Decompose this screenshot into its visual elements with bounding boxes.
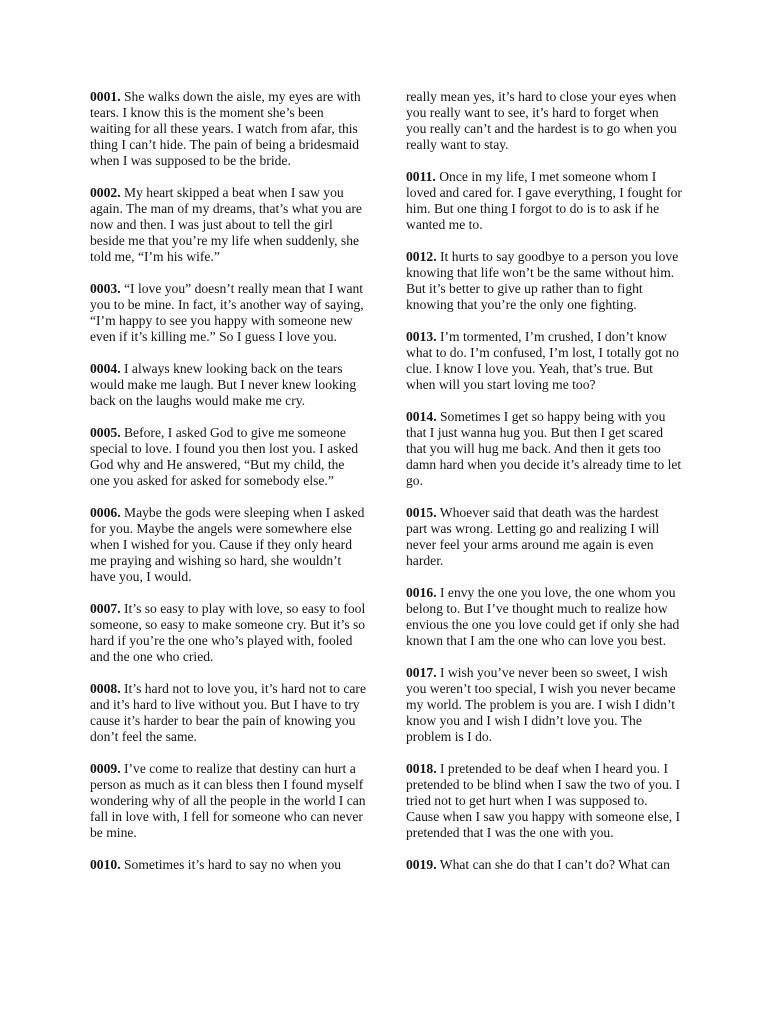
quote-number: 0012. xyxy=(406,249,437,264)
quote-text: Once in my life, I met someone whom I loved and cared for. I gave everything, I fought for him. But one thing I forgot to do is to ask if he wanted me to. xyxy=(406,169,682,232)
left-column xyxy=(90,89,366,889)
quote-text: Whoever said that death was the hardest part was wrong. Letting go and realizing I will never feel your arms around me again is even harder. xyxy=(406,505,660,568)
quote-text: I pretended to be deaf when I heard you. I pretended to be blind when I saw the two of you. I tried not to get hurt when I was supposed to. Cause when I saw you happy with someone else, I pretended that I was the one with you. xyxy=(406,761,681,840)
quote-number: 0017. xyxy=(406,665,437,680)
quote-text: Sometimes it’s hard to say no when you xyxy=(120,857,342,872)
quote-entry xyxy=(406,505,682,569)
quote-entry xyxy=(90,361,366,409)
quote-text: I envy the one you love, the one whom you belong to. But I’ve thought much to realize how envious the one you love could get if only she had known that I am the one who can love you best. xyxy=(406,585,680,648)
quote-text: I wish you’ve never been so sweet, I wish you weren’t too special, I wish you never became my world. The problem is you are. I wish I didn’t know you and I wish I didn’t love you. The problem is I do. xyxy=(406,665,676,744)
quote-entry xyxy=(406,585,682,649)
quote-text: I’m tormented, I’m crushed, I don’t know what to do. I’m confused, I’m lost, I totally got no clue. I know I love you. Yeah, that’s true. But when will you start loving me too? xyxy=(406,329,679,392)
quote-number: 0019. xyxy=(406,857,437,872)
quote-number: 0015. xyxy=(406,505,437,520)
quote-text: It hurts to say goodbye to a person you love knowing that life won’t be the same without him. But it’s better to give up rather than to fight knowing that you’re the only one fighting. xyxy=(406,249,679,312)
quote-text: What can she do that I can’t do? What can xyxy=(436,857,670,872)
quote-number: 0001. xyxy=(90,89,121,104)
quote-text: It’s so easy to play with love, so easy to fool someone, so easy to make someone cry. But it’s so hard if you’re the one who’s played with, fooled and the one who cried. xyxy=(90,601,366,664)
quote-number: 0011. xyxy=(406,169,436,184)
quote-entry xyxy=(90,601,366,665)
quote-entry xyxy=(90,681,366,745)
quote-entry xyxy=(90,761,366,841)
quote-entry xyxy=(406,169,682,233)
quote-text: She walks down the aisle, my eyes are with tears. I know this is the moment she’s been waiting for all these years. I watch from afar, this thing I can’t hide. The pain of being a bridesmaid when I was supposed to be the bride. xyxy=(90,89,361,168)
quote-number: 0006. xyxy=(90,505,121,520)
quote-entry xyxy=(90,281,366,345)
quote-entry-continued xyxy=(406,89,682,153)
quote-number: 0007. xyxy=(90,601,121,616)
quote-number: 0014. xyxy=(406,409,437,424)
quote-number: 0009. xyxy=(90,761,121,776)
quote-number: 0013. xyxy=(406,329,437,344)
quote-text: really mean yes, it’s hard to close your eyes when you really want to see, it’s hard to forget when you really can’t and the hardest is to go when you really want to stay. xyxy=(406,89,677,152)
quote-text: Maybe the gods were sleeping when I asked for you. Maybe the angels were somewhere else when I wished for you. Cause if they only heard me praying and wishing so hard, she wouldn’t have you, I would. xyxy=(90,505,365,584)
quote-number: 0010. xyxy=(90,857,121,872)
quote-entry xyxy=(406,329,682,393)
quote-text: It’s hard not to love you, it’s hard not to care and it’s hard to live without you. But I have to try cause it’s harder to bear the pain of knowing you don’t feel the same. xyxy=(90,681,366,744)
quote-text: I always knew looking back on the tears would make me laugh. But I never knew looking back on the laughs would make me cry. xyxy=(90,361,357,408)
quote-number: 0002. xyxy=(90,185,121,200)
quote-number: 0016. xyxy=(406,585,437,600)
quote-number: 0004. xyxy=(90,361,121,376)
quote-entry xyxy=(406,857,682,873)
quote-text: Before, I asked God to give me someone special to love. I found you then lost you. I asked God why and He answered, “But my child, the one you asked for asked for somebody else.” xyxy=(90,425,359,488)
quote-text: My heart skipped a beat when I saw you again. The man of my dreams, that’s what you are now and then. I was just about to tell the girl beside me that you’re my life when suddenly, she told me, “I’m his wife.” xyxy=(90,185,362,264)
quote-number: 0018. xyxy=(406,761,437,776)
quote-text: “I love you” doesn’t really mean that I want you to be mine. In fact, it’s another way of saying, “I’m happy to see you happy with someone new even if it’s killing me.” So I guess I love you. xyxy=(90,281,364,344)
quote-entry xyxy=(406,761,682,841)
quote-text: I’ve come to realize that destiny can hurt a person as much as it can bless then I found myself wondering why of all the people in the world I can fall in love with, I fell for someone who can never be mine. xyxy=(90,761,366,840)
quote-entry xyxy=(90,425,366,489)
quote-text: Sometimes I get so happy being with you that I just wanna hug you. But then I get scared that you will hug me back. And then it gets too damn hard when you decide it’s already time to let go. xyxy=(406,409,682,488)
right-column xyxy=(406,89,682,889)
quote-entry xyxy=(90,857,366,873)
quote-number: 0003. xyxy=(90,281,121,296)
quote-number: 0008. xyxy=(90,681,121,696)
quote-entry xyxy=(90,89,366,169)
quote-entry xyxy=(90,505,366,585)
quote-entry xyxy=(90,185,366,265)
quote-entry xyxy=(406,409,682,489)
quote-entry xyxy=(406,249,682,313)
quote-number: 0005. xyxy=(90,425,121,440)
quote-entry xyxy=(406,665,682,745)
